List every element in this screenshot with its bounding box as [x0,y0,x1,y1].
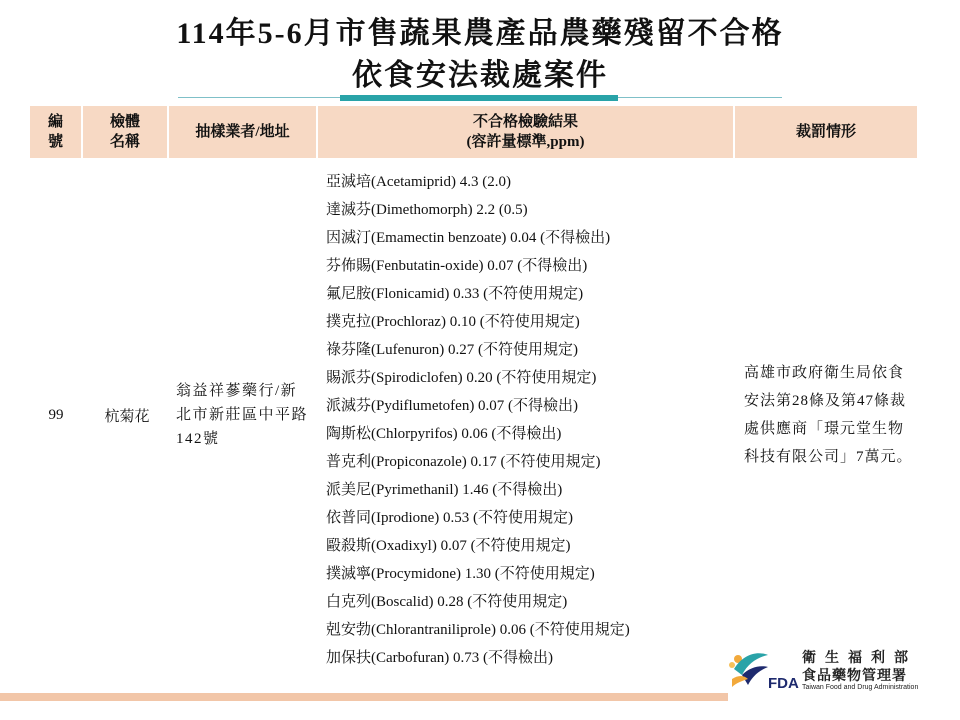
header-sample-name [82,106,168,158]
list-item: 陶斯松(Chlorpyrifos) 0.06 (不得檢出) [326,426,562,442]
header-penalty-text: 裁罰情形 [795,124,856,140]
result-list [326,168,734,672]
logo-ministry-name: 衛生福利部 [802,650,917,666]
fda-logo [724,645,934,695]
violation-table [30,106,917,672]
list-item: 撲滅寧(Procymidone) 1.30 (不符使用規定) [326,566,595,582]
list-item: 加保扶(Carbofuran) 0.73 (不得檢出) [326,650,554,666]
list-item: 亞滅培(Acetamiprid) 4.3 (2.0) [326,174,511,190]
table-header-row [30,106,917,158]
list-item: 派滅芬(Pydiflumetofen) 0.07 (不得檢出) [326,398,579,414]
header-sample-name-text: 檢體 名稱 [109,114,140,150]
header-penalty [734,106,917,158]
logo-agency-name: 食品藥物管理署 [802,668,907,684]
cell-sample-name: 杭菊花 [104,408,150,425]
list-item: 芬佈賜(Fenbutatin-oxide) 0.07 (不得檢出) [326,258,588,274]
header-vendor-address [168,106,317,158]
cell-test-results [317,158,734,672]
list-item: 普克利(Propiconazole) 0.17 (不符使用規定) [326,454,601,470]
header-test-result-text: 不合格檢驗結果 (容許量標準,ppm) [466,114,585,150]
list-item: 毆殺斯(Oxadixyl) 0.07 (不符使用規定) [326,538,571,554]
header-vendor-address-text: 抽樣業者/地址 [195,124,290,140]
list-item: 祿芬隆(Lufenuron) 0.27 (不符使用規定) [326,342,579,358]
list-item: 撲克拉(Prochloraz) 0.10 (不符使用規定) [326,314,580,330]
page-title-line-1: 114年5-6月市售蔬果農產品農藥殘留不合格 [176,17,784,50]
fda-logo-text: FDA [768,675,799,692]
page-title-line-2: 依食安法裁處案件 [352,59,608,92]
list-item: 氟尼胺(Flonicamid) 0.33 (不符使用規定) [326,286,584,302]
table-row [30,158,917,672]
cell-penalty: 高雄市政府衛生局依食安法第28條及第47條裁處供應商「璟元堂生物科技有限公司」7萬元。 [744,365,913,465]
cell-number: 99 [48,406,64,423]
title-divider-accent [340,95,618,101]
list-item: 白克列(Boscalid) 0.28 (不符使用規定) [326,594,568,610]
list-item: 剋安勃(Chlorantraniliprole) 0.06 (不符使用規定) [326,622,630,638]
list-item: 賜派芬(Spirodiclofen) 0.20 (不符使用規定) [326,370,597,386]
footer-bar [0,693,728,701]
list-item: 達滅芬(Dimethomorph) 2.2 (0.5) [326,202,528,218]
header-number-text: 編 號 [47,114,63,150]
list-item: 依普同(Iprodione) 0.53 (不符使用規定) [326,510,574,526]
logo-english-name: Taiwan Food and Drug Administration [802,684,919,691]
header-test-result [317,106,734,158]
list-item: 派美尼(Pyrimethanil) 1.46 (不得檢出) [326,482,563,498]
cell-vendor-address: 翁益祥蔘藥行/新北市新莊區中平路142號 [176,383,309,447]
list-item: 因滅汀(Emamectin benzoate) 0.04 (不得檢出) [326,230,611,246]
header-number [30,106,82,158]
